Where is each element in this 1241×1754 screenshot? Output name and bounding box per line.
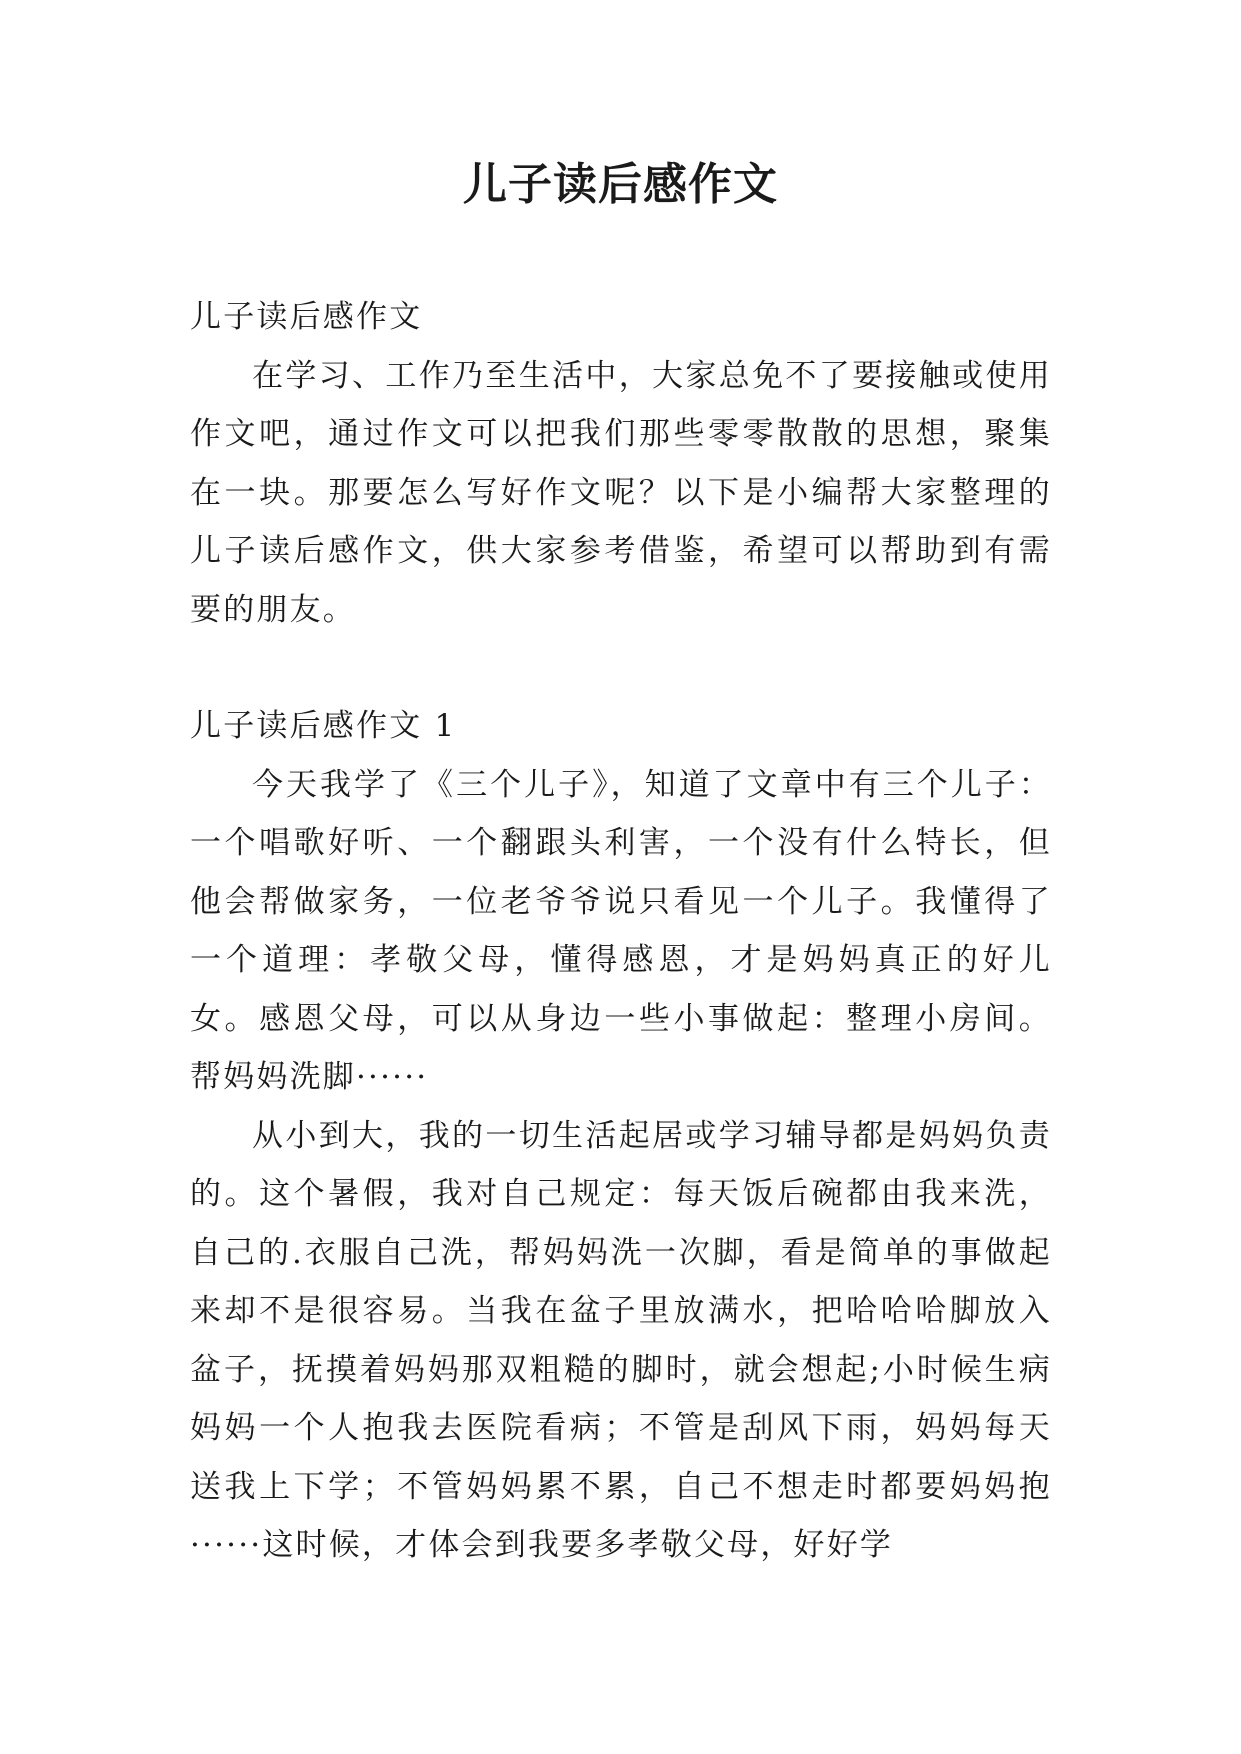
section-paragraph-2: 从小到大，我的一切生活起居或学习辅导都是妈妈负责的。这个暑假，我对自己规定：每天饭后碗都由我来洗，自己的.衣服自己洗，帮妈妈洗一次脚，看是简单的事做起来却不是很容易。当我在盆子里放满水，把哈哈哈脚放入盆子，抚摸着妈妈那双粗糙的脚时，就会想起;小时候生病妈妈一个人抱我去医院看病；不管是刮风下雨，妈妈每天送我上下学；不管妈妈累不累，自己不想走时都要妈妈抱······这时候，才体会到我要多孝敬父母，好好学	[190, 1117, 1052, 1563]
document-title: 儿子读后感作文	[463, 159, 778, 210]
section-paragraph-1: 今天我学了《三个儿子》，知道了文章中有三个儿子：一个唱歌好听、一个翻跟头利害，一个没有什么特长，但他会帮做家务，一位老爷爷说只看见一个儿子。我懂得了一个道理：孝敬父母，懂得感恩，才是妈妈真正的好儿女。感恩父母，可以从身边一些小事做起：整理小房间。帮妈妈洗脚······	[190, 766, 1052, 1095]
section-spacer	[190, 639, 1052, 697]
intro-paragraph: 在学习、工作乃至生活中，大家总免不了要接触或使用作文吧，通过作文可以把我们那些零零散散的思想，聚集在一块。那要怎么写好作文呢？以下是小编帮大家整理的儿子读后感作文，供大家参考借鉴，希望可以帮助到有需要的朋友。	[190, 357, 1052, 628]
section-heading: 儿子读后感作文 1	[190, 708, 457, 744]
document-body	[190, 288, 1052, 1575]
intro-heading: 儿子读后感作文	[190, 299, 423, 335]
